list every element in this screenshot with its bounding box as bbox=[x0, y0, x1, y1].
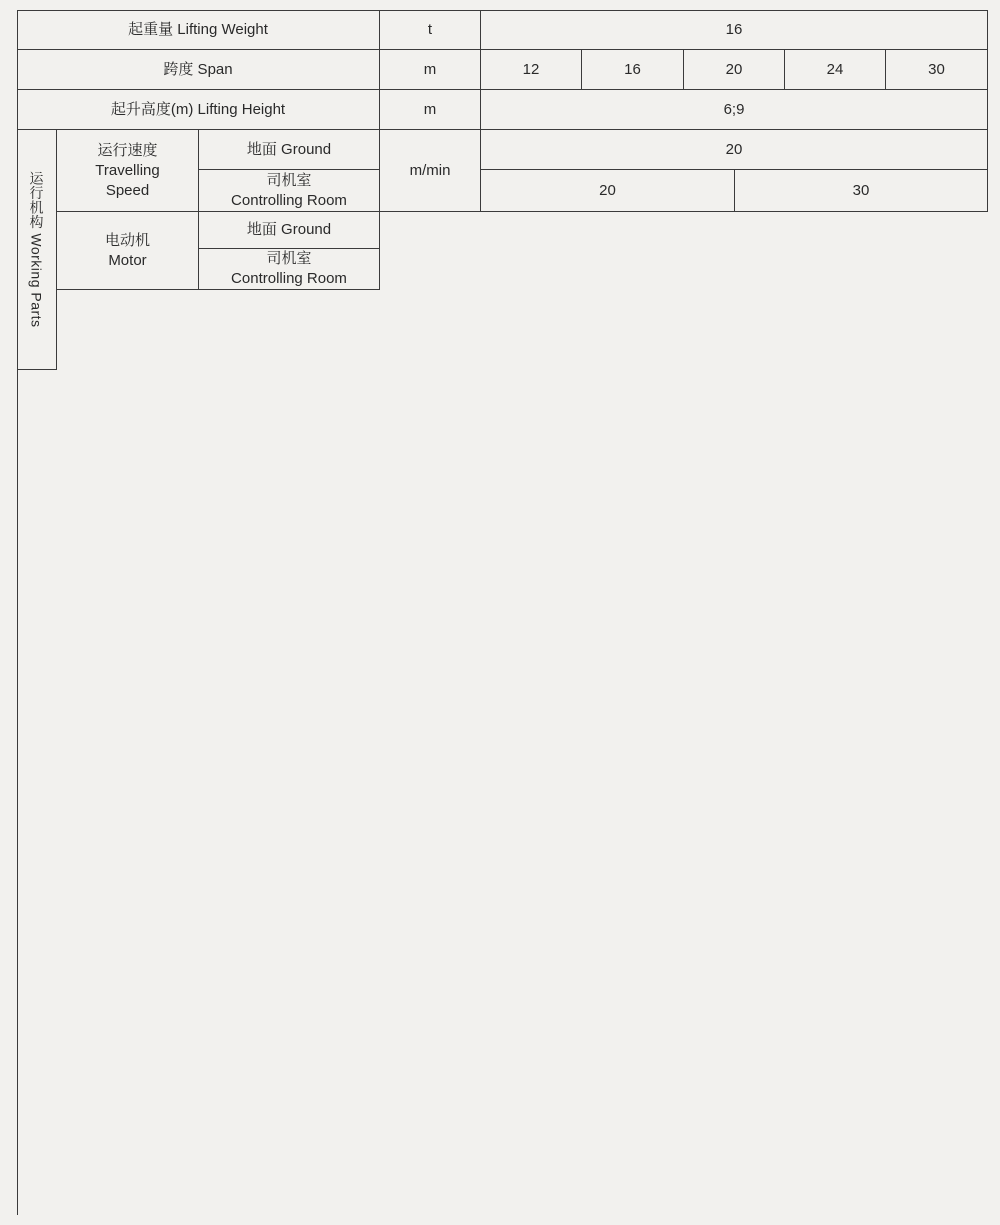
row-label: 起升高度(m) Lifting Height bbox=[17, 90, 380, 130]
travelling-speed-ground-value: 20 bbox=[481, 130, 988, 170]
row-label: 起重量 Lifting Weight bbox=[17, 10, 380, 50]
motor-room-label: 司机室 Controlling Room bbox=[199, 249, 380, 290]
row-unit: m bbox=[380, 90, 481, 130]
row-value: 12 bbox=[481, 50, 582, 90]
row-value: 24 bbox=[785, 50, 886, 90]
row-value: 16 bbox=[481, 10, 988, 50]
row-unit: t bbox=[380, 10, 481, 50]
row-value: 30 bbox=[886, 50, 988, 90]
row-label: 跨度 Span bbox=[17, 50, 380, 90]
travelling-speed-room-value: 20 bbox=[481, 170, 735, 212]
motor-label: 电动机 Motor bbox=[57, 212, 199, 290]
controlling-room-label: 司机室 Controlling Room bbox=[199, 170, 380, 212]
row-value: 6;9 bbox=[481, 90, 988, 130]
ground-label: 地面 Ground bbox=[199, 130, 380, 170]
travelling-speed-room-value: 30 bbox=[735, 170, 988, 212]
section-working-parts: 运行机构 Working Parts bbox=[17, 130, 57, 370]
row-unit: m bbox=[380, 50, 481, 90]
row-value: 16 bbox=[582, 50, 684, 90]
row-value: 20 bbox=[684, 50, 785, 90]
travelling-speed-label: 运行速度 Travelling Speed bbox=[57, 130, 199, 212]
motor-ground-label: 地面 Ground bbox=[199, 212, 380, 249]
travelling-speed-unit: m/min bbox=[380, 130, 481, 212]
